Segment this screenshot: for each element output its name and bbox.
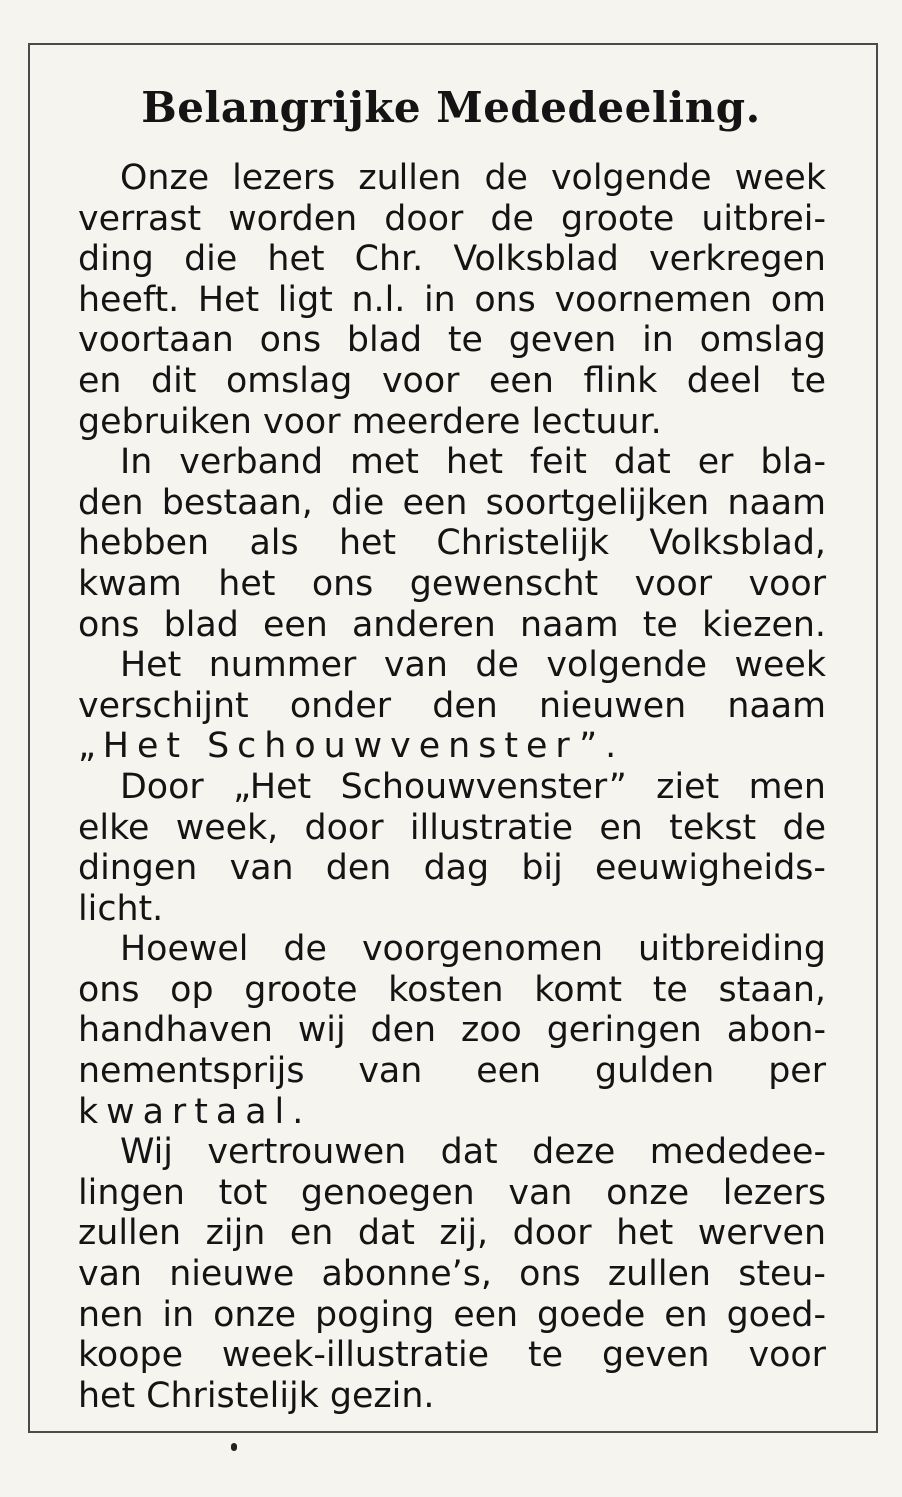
ink-speck [231,1443,237,1451]
text-line: verrast worden door de groote uitbrei- [78,198,826,239]
text-line: verschijnt onder den nieuwen naam [78,685,826,726]
text-line: Het nummer van de volgende week [120,645,826,686]
text-line: koope week-illustratie te geven voor [78,1335,826,1376]
text-line: licht. [78,888,164,929]
text-line: nen in onze poging een goede en goed- [78,1294,826,1335]
text-line: gebruiken voor meerdere lectuur. [78,401,662,442]
text-line: zullen zijn en dat zij, door het werven [78,1213,826,1254]
text-line: ons blad een anderen naam te kiezen. [78,604,826,645]
text-line: den bestaan, die een soortgelijken naam [78,482,826,523]
text-line: handhaven wij den zoo geringen abon- [78,1010,826,1051]
text-line: lingen tot genoegen van onze lezers [78,1172,826,1213]
text-line: „Het Schouwvenster”. [78,726,625,767]
text-line: Onze lezers zullen de volgende week [120,158,826,198]
text-line: hebben als het Christelijk Volksblad, [78,523,826,564]
text-line: kwartaal. [78,1091,312,1132]
text-line: voortaan ons blad te geven in omslag [78,320,826,361]
notice-body [78,158,826,1416]
text-line: het Christelijk gezin. [78,1375,435,1416]
text-line: nementsprijs van een gulden per [78,1051,826,1092]
text-line: en dit omslag voor een flink deel te [78,360,826,401]
text-line: dingen van den dag bij eeuwigheids- [78,848,826,889]
text-line: Wij vertrouwen dat deze mededee- [120,1132,826,1173]
text-line: van nieuwe abonne’s, ons zullen steu- [78,1254,826,1295]
text-line: In verband met het feit dat er bla- [120,442,826,483]
notice-title: Belangrijke Mededeeling. [141,83,761,132]
text-line: ons op groote kosten komt te staan, [78,969,826,1010]
text-line: Hoewel de voorgenomen uitbreiding [120,929,826,970]
text-line: Door „Het Schouwvenster” ziet men [120,766,826,807]
text-line: ding die het Chr. Volksblad verkregen [78,239,826,280]
text-line: kwam het ons gewenscht voor voor [78,563,826,604]
text-line: heeft. Het ligt n.l. in ons voornemen om [78,279,826,320]
text-line: elke week, door illustratie en tekst de [78,807,826,848]
